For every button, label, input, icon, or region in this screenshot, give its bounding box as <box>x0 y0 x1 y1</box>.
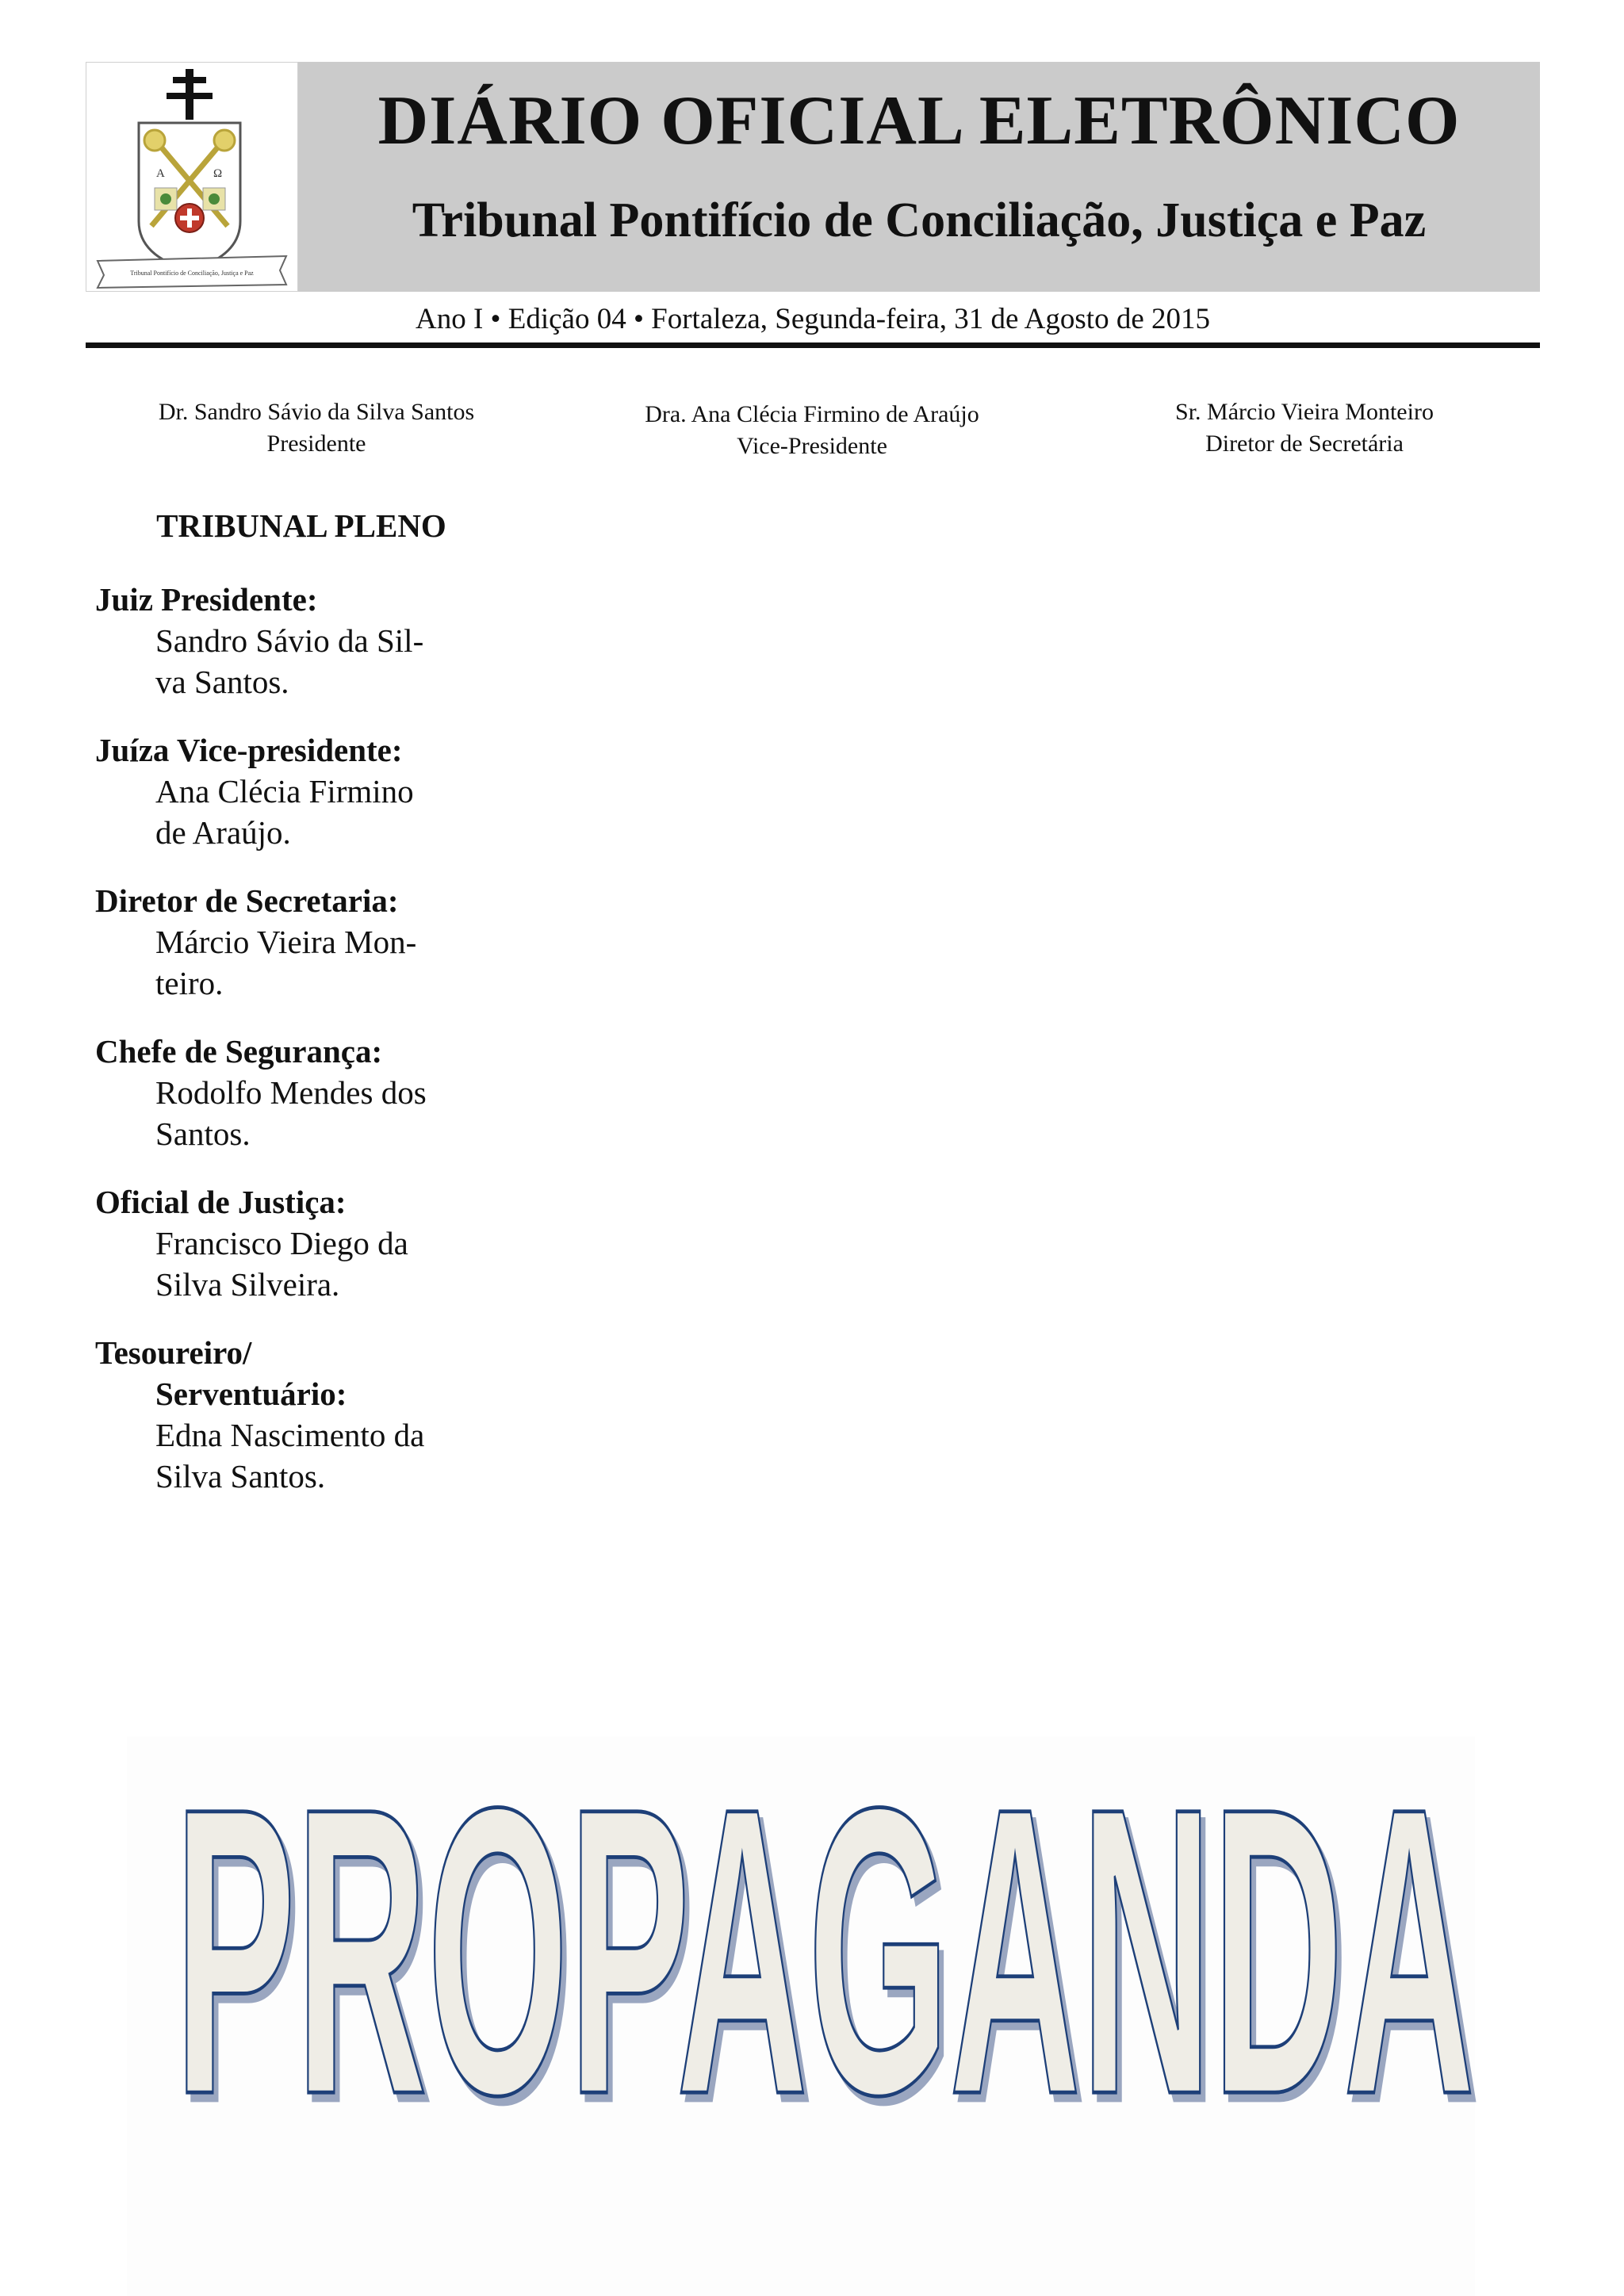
official-president <box>79 396 554 460</box>
alpha-letter: A <box>156 167 165 180</box>
member-name-line: Ana Clécia Firmino <box>155 773 414 809</box>
header-divider <box>86 342 1540 348</box>
official-vice-president <box>574 399 1050 462</box>
roster-entry <box>95 579 492 702</box>
edition-info: Ano I • Edição 04 • Fortaleza, Segunda-feira, 31 de Agosto de 2015 <box>415 303 1211 335</box>
member-name-line: Francisco Diego da <box>155 1225 408 1261</box>
omega-letter: Ω <box>213 167 223 180</box>
official-name: Sr. Márcio Vieira Monteiro <box>1175 399 1434 425</box>
coat-of-arms-logo <box>86 62 298 292</box>
tribunal-roster <box>95 579 492 1497</box>
masthead <box>86 62 1540 292</box>
official-name: Dr. Sandro Sávio da Silva Santos <box>158 399 475 425</box>
official-role: Diretor de Secretária <box>1205 430 1404 457</box>
role-title: Diretor de Secretaria: <box>95 882 399 919</box>
roster-entry <box>95 1332 492 1497</box>
section-heading: TRIBUNAL PLENO <box>156 507 446 544</box>
official-secretary-director <box>1067 396 1542 460</box>
member-name-line: Edna Nascimento da <box>155 1417 425 1453</box>
advertisement-banner <box>151 1758 1499 2107</box>
role-title-line: Tesoureiro/ <box>95 1334 252 1371</box>
logo-ribbon-text: Tribunal Pontifício de Conciliação, Justiça e Paz <box>130 270 254 277</box>
member-name-line: Márcio Vieira Mon- <box>155 924 417 960</box>
coat-of-arms-icon <box>86 63 297 291</box>
official-role: Presidente <box>266 430 366 457</box>
roster-entry <box>95 880 492 1004</box>
official-role: Vice-Presidente <box>737 433 887 459</box>
role-title: Chefe de Segurança: <box>95 1033 383 1070</box>
title-band <box>298 62 1540 292</box>
role-title: Juíza Vice-presidente: <box>95 732 403 768</box>
advertisement-shadow: PROPAGANDA <box>178 1758 1480 2107</box>
roster-entry <box>95 729 492 853</box>
member-name-line: va Santos. <box>155 664 289 700</box>
role-title-line: Serventuário: <box>155 1376 347 1412</box>
role-title: Oficial de Justiça: <box>95 1184 347 1220</box>
official-name: Dra. Ana Clécia Firmino de Araújo <box>645 401 979 427</box>
publication-title: DIÁRIO OFICIAL ELETRÔNICO <box>377 82 1461 159</box>
publication-subtitle: Tribunal Pontifício de Conciliação, Justiça e Paz <box>412 193 1427 247</box>
member-name-line: Silva Silveira. <box>155 1266 340 1303</box>
roster-entry <box>95 1031 492 1154</box>
member-name-line: Santos. <box>155 1115 251 1152</box>
member-name-line: teiro. <box>155 965 224 1001</box>
role-title <box>95 1332 492 1414</box>
member-name-line: de Araújo. <box>155 814 291 851</box>
member-name-line: Silva Santos. <box>155 1458 326 1494</box>
role-title: Juiz Presidente: <box>95 581 318 618</box>
advertisement-text: PROPAGANDA <box>174 1758 1475 2107</box>
member-name-line: Sandro Sávio da Sil- <box>155 622 424 659</box>
member-name-line: Rodolfo Mendes dos <box>155 1074 427 1111</box>
roster-entry <box>95 1181 492 1305</box>
